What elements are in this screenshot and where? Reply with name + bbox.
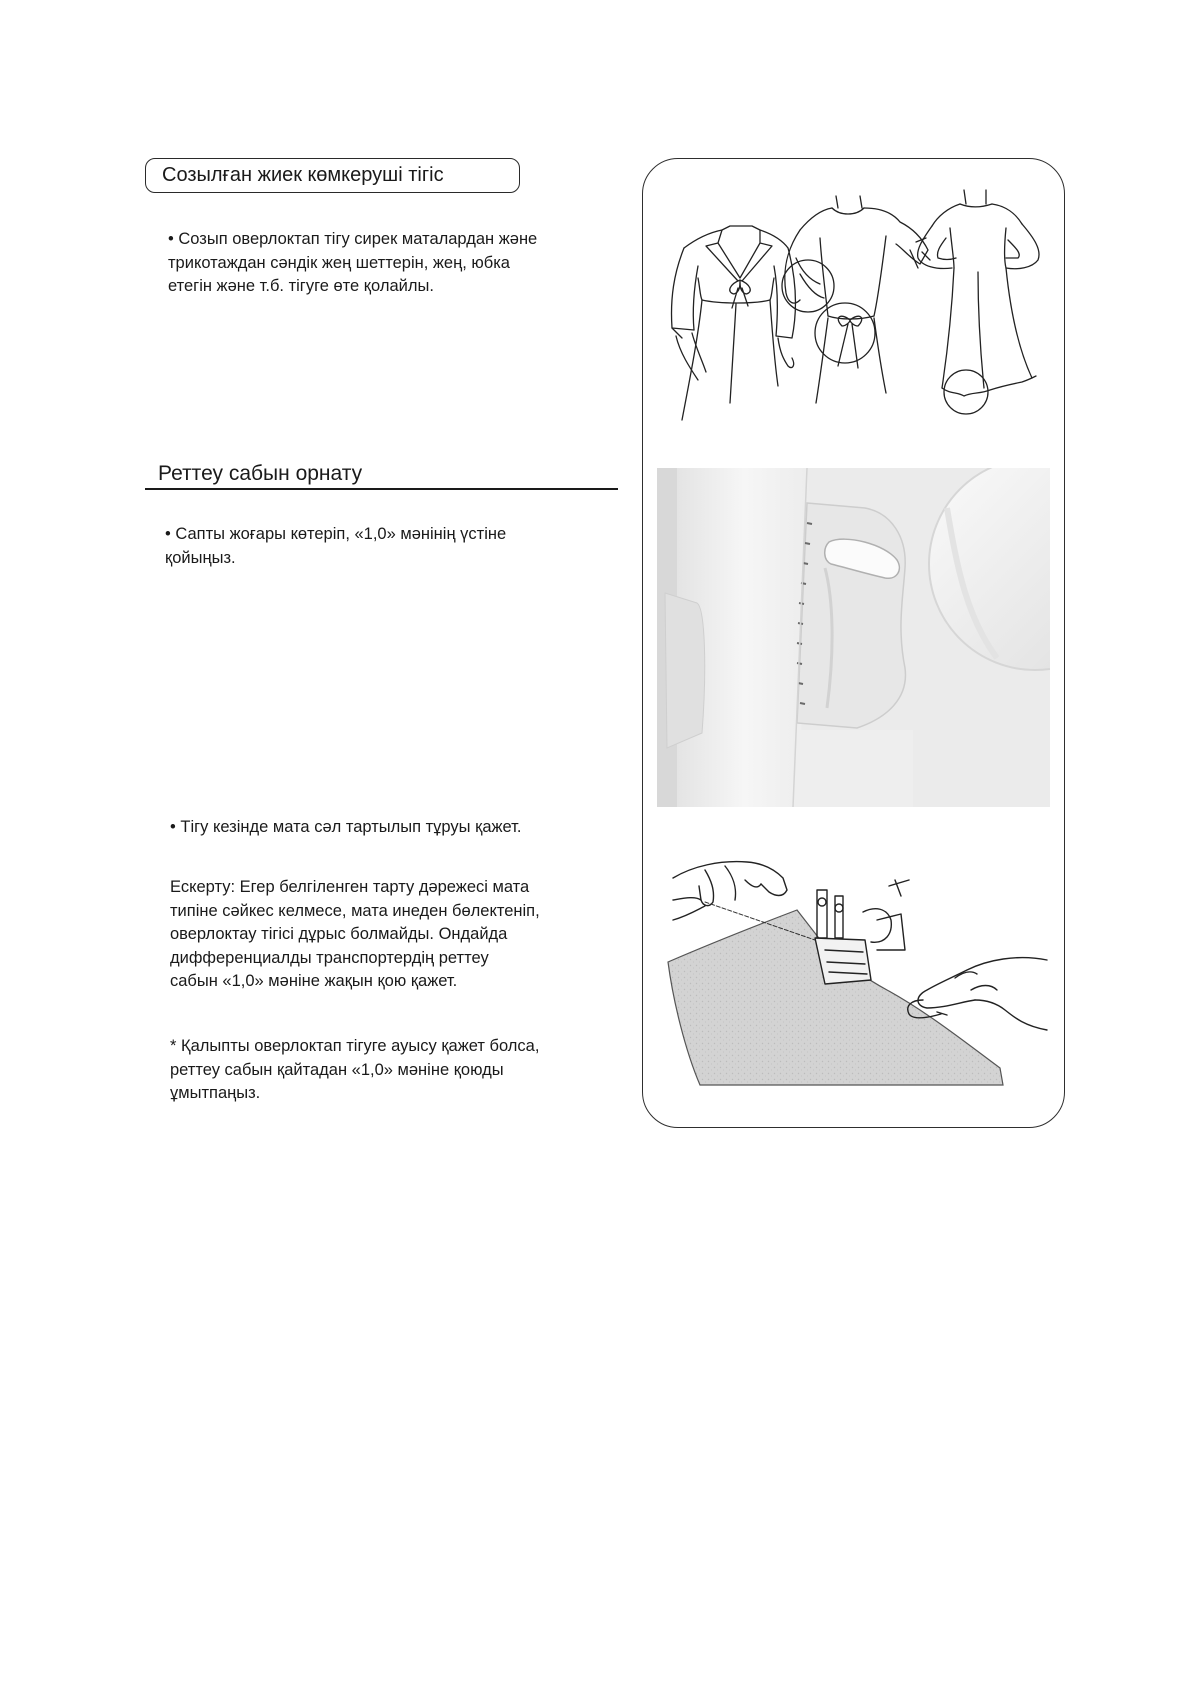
text-line: * Қалыпты оверлоктап тігуге ауысу қажет болса, xyxy=(170,1037,540,1055)
long-dress-sketch xyxy=(918,190,1039,414)
text-line: типіне сәйкес келмесе, мата инеден бөлектеніп, xyxy=(170,901,540,920)
section-title: Созылған жиек көмкеруші тігіс xyxy=(162,164,444,186)
puff-sleeve-top-sketch xyxy=(782,196,930,403)
heading-underline xyxy=(145,488,618,490)
text-line: трикотаждан сәндік жең шеттерін, жең, юбка xyxy=(168,253,510,272)
text-line: Ескерту: Егер белгіленген тарту дәрежесі мата xyxy=(170,878,530,896)
text-line: қойыңыз. xyxy=(165,548,236,567)
differential-feed-dial-photo xyxy=(657,468,1050,807)
text-line: сабын «1,0» мәніне жақын қою қажет. xyxy=(170,972,458,990)
text-line: ұмытпаңыз. xyxy=(170,1084,261,1102)
text-line: оверлоктау тігісі дұрыс болмайды. Ондайда xyxy=(170,925,508,943)
fabric-guiding-illustration xyxy=(665,850,1050,1090)
section-heading: Реттеу сабын орнату xyxy=(158,462,363,485)
text-line: • Сапты жоғары көтеріп, «1,0» мәнінің үстіне xyxy=(165,525,507,543)
section-title-box xyxy=(145,158,520,193)
dial-recess xyxy=(797,503,905,728)
text-line: етегін және т.б. тігуге өте қолайлы. xyxy=(168,277,434,295)
step-raise-lever xyxy=(165,523,506,570)
garment-sketches-illustration xyxy=(660,188,1050,428)
text-line: дифференциалды транспортердің реттеу xyxy=(170,948,489,967)
step-fabric-tension xyxy=(170,816,522,840)
warning-note xyxy=(170,876,540,994)
text-line: • Тігу кезінде мата сәл тартылып тұруы қажет. xyxy=(170,818,522,836)
left-hand xyxy=(673,862,787,920)
text-line: реттеу сабын қайтадан «1,0» мәніне қоюды xyxy=(170,1060,504,1079)
presser-foot-assembly xyxy=(815,880,909,984)
text-line: • Созып оверлоктап тігу сирек маталардан және xyxy=(168,230,538,248)
overlock-usage-bullet xyxy=(168,228,537,299)
blouse-sketch xyxy=(672,226,796,420)
reminder-note xyxy=(170,1035,539,1106)
